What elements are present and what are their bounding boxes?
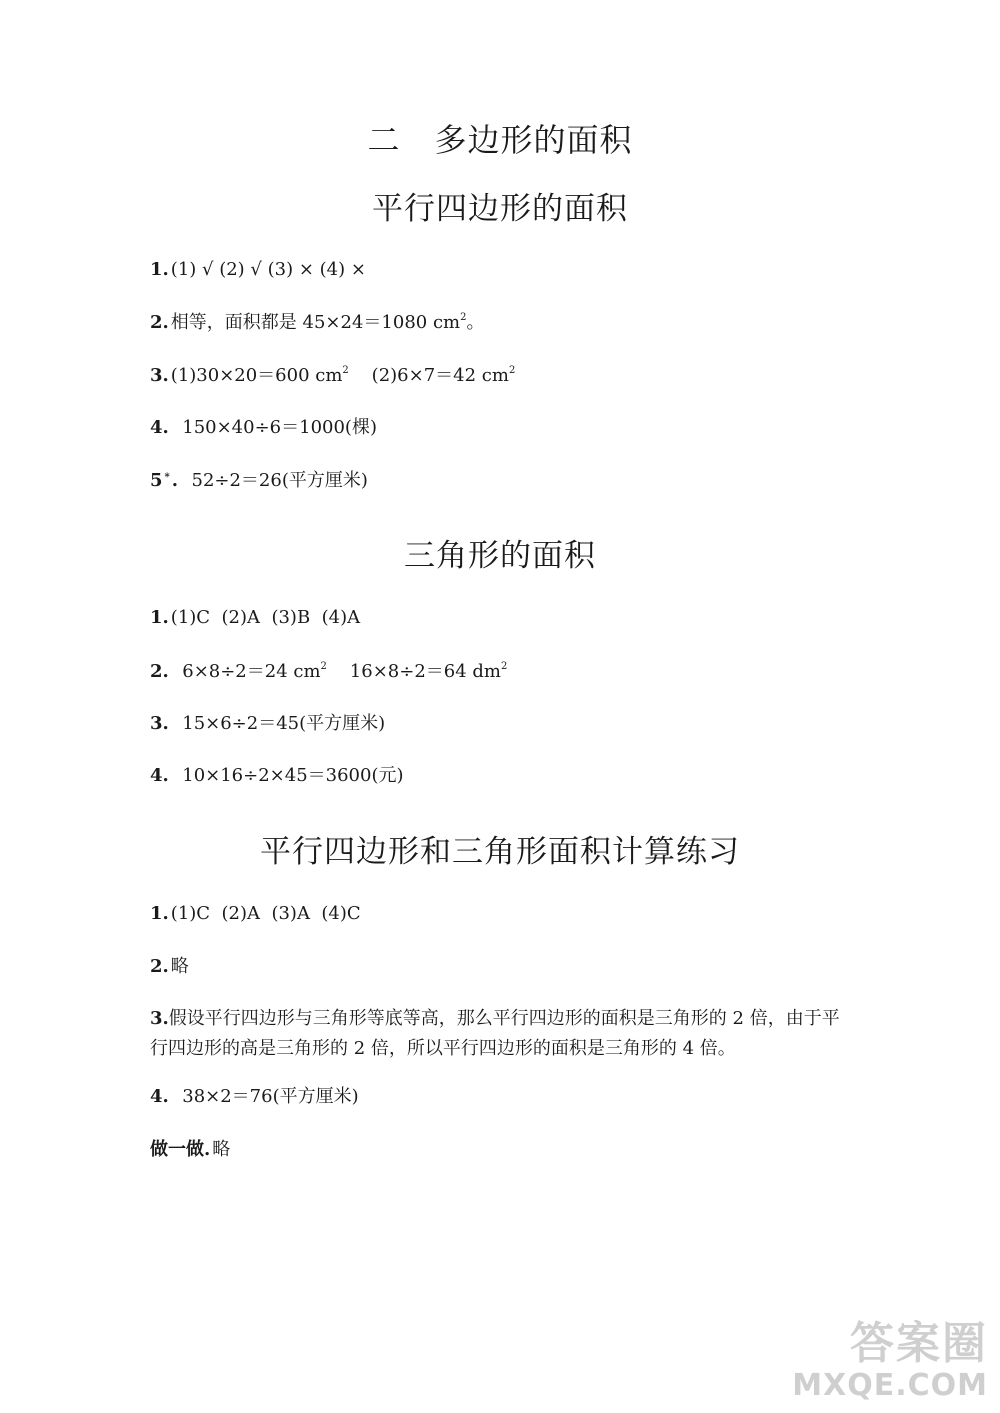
item-text: 10×16÷2×45＝3600(元): [170, 765, 404, 786]
item-text: (1) √ (2) √ (3) × (4) ×: [170, 259, 366, 280]
item-tail: 。: [466, 312, 485, 333]
answer-item: [150, 767, 404, 785]
watermark-url-text: MXQE.COM: [792, 1368, 988, 1403]
item-number: 5: [150, 470, 163, 491]
section-title-parallelogram: 平行四边形的面积: [372, 191, 628, 227]
chapter-number: 二: [367, 121, 401, 159]
item-text: 相等，面积都是 45×24＝1080 cm: [170, 312, 461, 333]
item-tail: (2)6×7＝42 cm: [348, 365, 509, 386]
item-text: (1)C (2)A (3)B (4)A: [170, 607, 361, 628]
star-mark: *: [164, 472, 170, 483]
superscript: 2: [460, 312, 467, 323]
item-text: 150×40÷6＝1000(棵): [170, 417, 377, 438]
answer-item: [150, 367, 515, 385]
item-number: 2.: [150, 312, 169, 333]
watermark-logo: [738, 1307, 988, 1407]
item-number: 1.: [150, 903, 169, 924]
answer-item: [150, 905, 361, 923]
answer-item: [150, 958, 189, 976]
item-text: 52÷2＝26(平方厘米): [180, 470, 368, 491]
item-text: 假设平行四边形与三角形等底等高，那么平行四边形的面积是三角形的 2 倍，由于平行四边形的高是三角形的 2 倍，所以平行四边形的面积是三角形的 4 倍。: [150, 1008, 840, 1059]
item-text: 6×8÷2＝24 cm: [170, 661, 321, 682]
item-text: (1)C (2)A (3)A (4)C: [170, 903, 361, 924]
superscript: 2: [342, 365, 349, 376]
superscript: 2: [320, 661, 327, 672]
chapter-title-text: 多边形的面积: [434, 121, 633, 159]
superscript: 2: [508, 365, 516, 376]
item-number: 4.: [150, 765, 169, 786]
superscript: 2: [501, 661, 508, 672]
item-number: 1.: [150, 259, 169, 280]
item-number: 4.: [150, 1086, 169, 1107]
answer-item: [150, 1088, 359, 1106]
item-dot: .: [171, 470, 179, 491]
item-tail: 16×8÷2＝64 dm: [326, 661, 501, 682]
item-text: 略: [170, 956, 189, 977]
watermark-top-text: 答案圈: [850, 1318, 988, 1369]
section-title-triangle: 三角形的面积: [404, 538, 596, 574]
item-number: 3.: [150, 713, 169, 734]
answer-item: [150, 419, 377, 437]
section-title-practice: 平行四边形和三角形面积计算练习: [260, 834, 740, 870]
answer-item: [150, 1004, 850, 1064]
item-text: (1)30×20＝600 cm: [170, 365, 343, 386]
item-number: 4.: [150, 417, 169, 438]
item-text: 略: [212, 1139, 231, 1160]
answer-item: [150, 1141, 230, 1159]
answer-item: [150, 314, 484, 332]
item-number: 1.: [150, 607, 169, 628]
answer-item: [150, 715, 385, 733]
item-number: 3.: [150, 1008, 169, 1029]
chapter-title: [0, 121, 1000, 159]
item-number: 3.: [150, 365, 169, 386]
item-text: 38×2＝76(平方厘米): [170, 1086, 359, 1107]
item-number: 2.: [150, 956, 169, 977]
item-number: 做一做.: [150, 1139, 211, 1160]
answer-item: [150, 472, 368, 490]
answer-item: [150, 261, 366, 279]
item-text: 15×6÷2＝45(平方厘米): [170, 713, 386, 734]
item-number: 2.: [150, 661, 169, 682]
answer-item: [150, 663, 507, 681]
answer-item: [150, 609, 360, 627]
